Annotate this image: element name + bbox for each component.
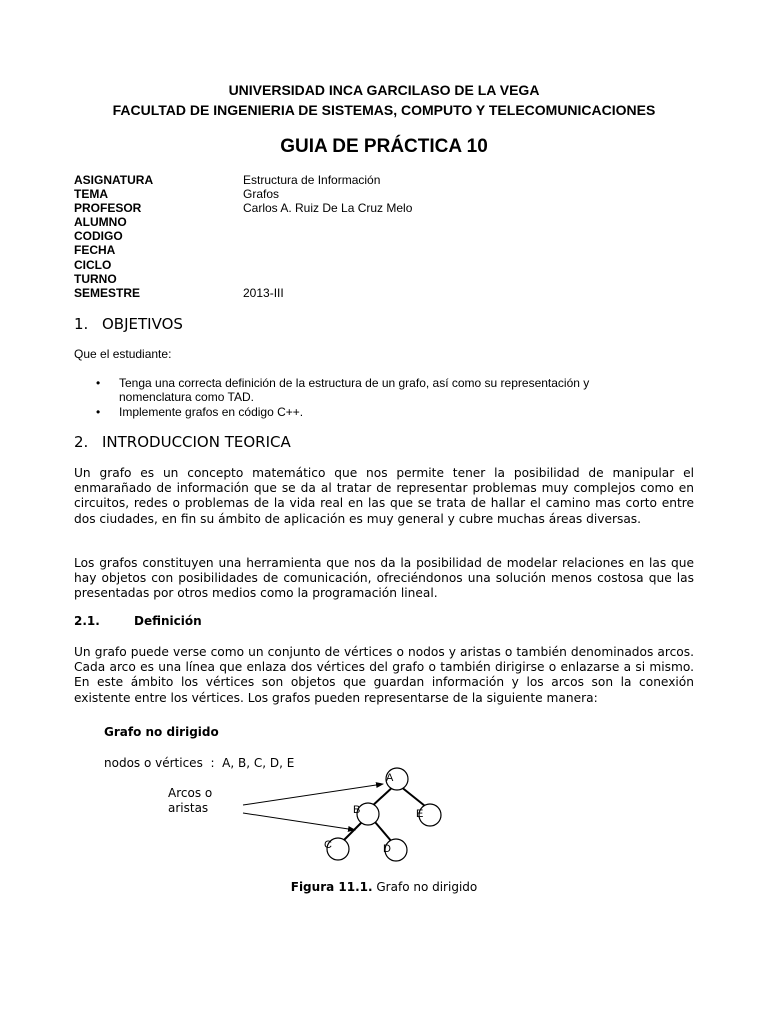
- intro-paragraph-2: Los grafos constituyen una herramienta que nos da la posibilidad de modelar relaciones en las que hay objetos con posibilidades de comunicación, ofreciéndonos una solución menos costosa que las presentadas por otros medios como la programación lineal.: [74, 556, 694, 601]
- node-label: B: [353, 804, 361, 816]
- section-title: INTRODUCCION TEORICA: [102, 433, 291, 451]
- faculty-name: FACULTAD DE INGENIERIA DE SISTEMAS, COMPUTO Y TELECOMUNICACIONES: [112, 102, 656, 118]
- section-title: OBJETIVOS: [102, 315, 183, 333]
- arcs-label-line-1: Arcos o: [168, 786, 213, 800]
- info-key: TURNO: [74, 271, 117, 286]
- pointer-arrow: [243, 784, 383, 805]
- graph-node-e: [416, 804, 441, 826]
- bullet-icon: •: [96, 405, 101, 419]
- list-item-text: Implemente grafos en código C++.: [119, 405, 304, 419]
- caption-label: Figura 11.1.: [290, 880, 373, 894]
- caption-text: Grafo no dirigido: [372, 880, 478, 894]
- info-key: ASIGNATURA: [74, 173, 154, 187]
- subsection-number: 2.1.: [74, 614, 100, 628]
- section-number: 2.: [74, 433, 89, 451]
- arcs-label-line-2: aristas: [168, 801, 209, 815]
- graph-node-c: [324, 838, 349, 860]
- bullet-icon: •: [96, 376, 101, 390]
- objectives-intro: Que el estudiante:: [74, 347, 172, 361]
- info-key: ALUMNO: [74, 215, 127, 230]
- graph-edge: [400, 786, 425, 806]
- info-key: CICLO: [74, 257, 112, 272]
- node-label: E: [416, 808, 424, 820]
- section-number: 1.: [74, 315, 89, 333]
- graph-node-b: [353, 803, 379, 825]
- list-item-text: Tenga una correcta definición de la estructura de un grafo, así como su representación y nomenclatura como TAD.: [119, 376, 590, 404]
- figure-heading: Grafo no dirigido: [104, 725, 219, 739]
- graph-node-a: [386, 768, 408, 790]
- definition-paragraph: Un grafo puede verse como un conjunto de vértices o nodos y aristas o también denominados arcos. Cada arco es una línea que enlaza dos vértices del grafo o también dirigirse o enlazarse a si mismo. En este ámbito los vértices son objetos que guardan información y los arcos son la conexión existente entre los vértices. Los grafos pueden representarse de la siguiente manera:: [74, 645, 694, 705]
- node-label: A: [386, 772, 394, 784]
- figure-nodes-line: nodos o vértices : A, B, C, D, E: [104, 756, 295, 770]
- graph-edge: [375, 822, 392, 842]
- info-key: CODIGO: [74, 229, 123, 244]
- subsection-title: Definición: [134, 614, 202, 628]
- figure-caption: [0, 880, 768, 894]
- graph-node-d: [383, 839, 407, 861]
- pointer-arrow: [243, 813, 355, 830]
- node-label: D: [383, 843, 391, 855]
- info-value: 2013-III: [243, 285, 284, 300]
- intro-paragraph-1: Un grafo es un concepto matemático que nos permite tener la posibilidad de manipular el enmarañado de información que se da al tratar de representar problemas muy complejos como en circuitos, redes o problemas de la vida real en las que se trata de hallar el camino mas corto entre dos ciudades, en fin su ámbito de aplicación es muy general y cubre muchas áreas diversas.: [74, 466, 694, 526]
- info-value: Carlos A. Ruiz De La Cruz Melo: [243, 201, 413, 216]
- node-label: C: [324, 839, 332, 851]
- university-name: UNIVERSIDAD INCA GARCILASO DE LA VEGA: [228, 82, 540, 98]
- page-title: GUIA DE PRÁCTICA 10: [280, 136, 488, 157]
- info-value: Grafos: [243, 187, 280, 202]
- info-key: FECHA: [74, 243, 116, 258]
- info-key: TEMA: [74, 187, 108, 202]
- info-value: Estructura de Información: [243, 173, 381, 187]
- info-key: SEMESTRE: [74, 285, 141, 300]
- info-key: PROFESOR: [74, 201, 142, 216]
